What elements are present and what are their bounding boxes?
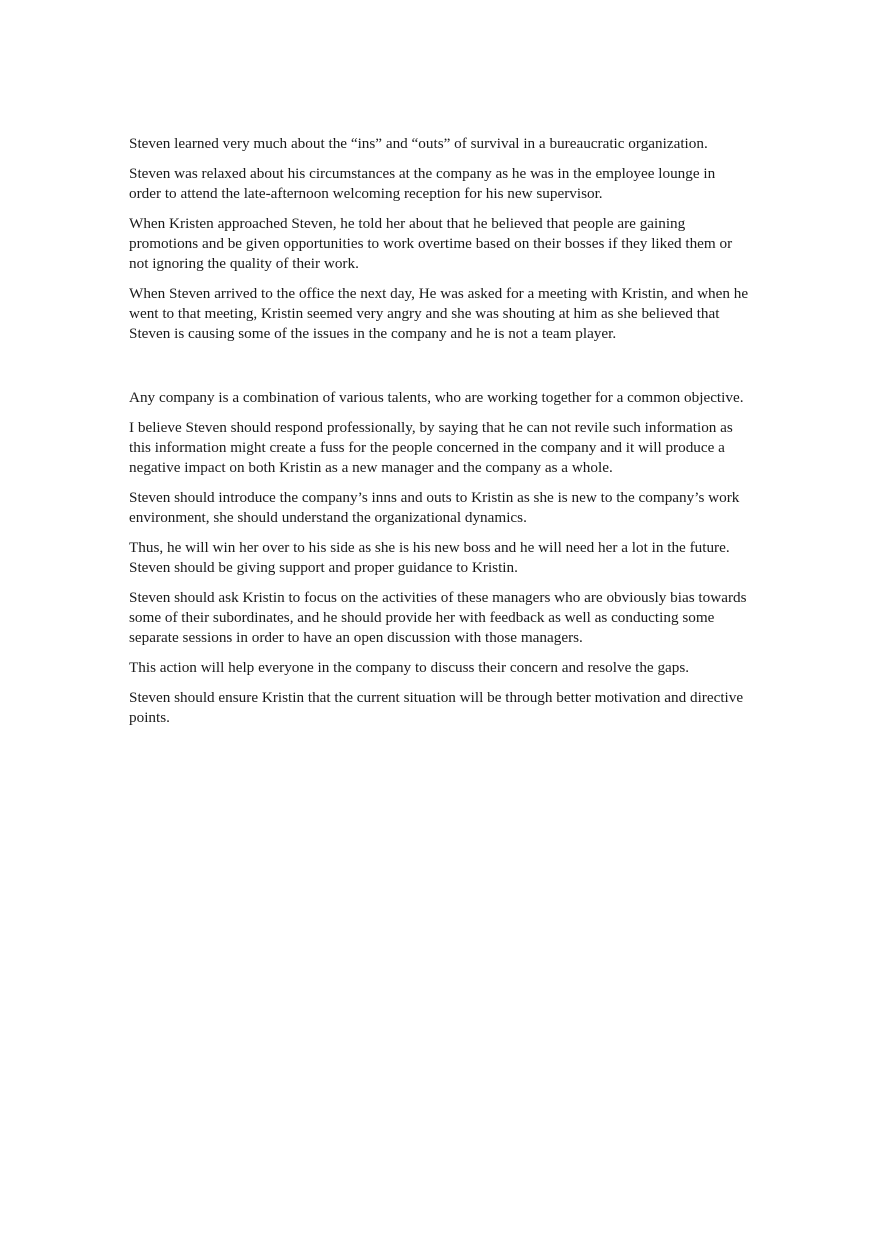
paragraph-company-talents: Any company is a combination of various talents, who are working together for a common objective. bbox=[129, 389, 744, 406]
paragraph-win-her-over: Thus, he will win her over to his side as she is his new boss and he will need her a lot in the future. Steven should be giving support and proper guidance to Kristin. bbox=[129, 539, 730, 576]
paragraph-lounge-reception: Steven was relaxed about his circumstances at the company as he was in the employee lounge in order to attend the late-afternoon welcoming reception for his new supervisor. bbox=[129, 165, 716, 202]
paragraph-respond-professionally: I believe Steven should respond professionally, by saying that he can not revile such information as this information might create a fuss for the people concerned in the company and it will produce a negative impact on both Kristin as a new manager and the company as a whole. bbox=[129, 419, 733, 476]
paragraph-introduce-company: Steven should introduce the company’s inns and outs to Kristin as she is new to the company’s work environment, she should understand the organizational dynamics. bbox=[129, 489, 740, 526]
paragraph-kristen-approach: When Kristen approached Steven, he told her about that he believed that people are gaining promotions and be given opportunities to work overtime based on their bosses if they liked them or not ignoring the quality of their work. bbox=[129, 215, 733, 272]
paragraph-focus-managers: Steven should ask Kristin to focus on the activities of these managers who are obviously bias towards some of their subordinates, and he should provide her with feedback as well as conducting some separate sessions in order to have an open discussion with those managers. bbox=[129, 589, 747, 646]
section-situation-summary bbox=[129, 134, 751, 354]
paragraph-survival: Steven learned very much about the “ins” and “outs” of survival in a bureaucratic organization. bbox=[129, 135, 708, 152]
paragraph-resolve-gaps: This action will help everyone in the company to discuss their concern and resolve the gaps. bbox=[129, 659, 690, 676]
paragraph-ensure-kristin: Steven should ensure Kristin that the current situation will be through better motivation and directive points. bbox=[129, 689, 744, 726]
paragraph-next-day-meeting: When Steven arrived to the office the next day, He was asked for a meeting with Kristin, and when he went to that meeting, Kristin seemed very angry and she was shouting at him as she believed that Steven is causing some of the issues in the company and he is not a team player. bbox=[129, 285, 749, 342]
section-recommendation bbox=[129, 388, 751, 738]
